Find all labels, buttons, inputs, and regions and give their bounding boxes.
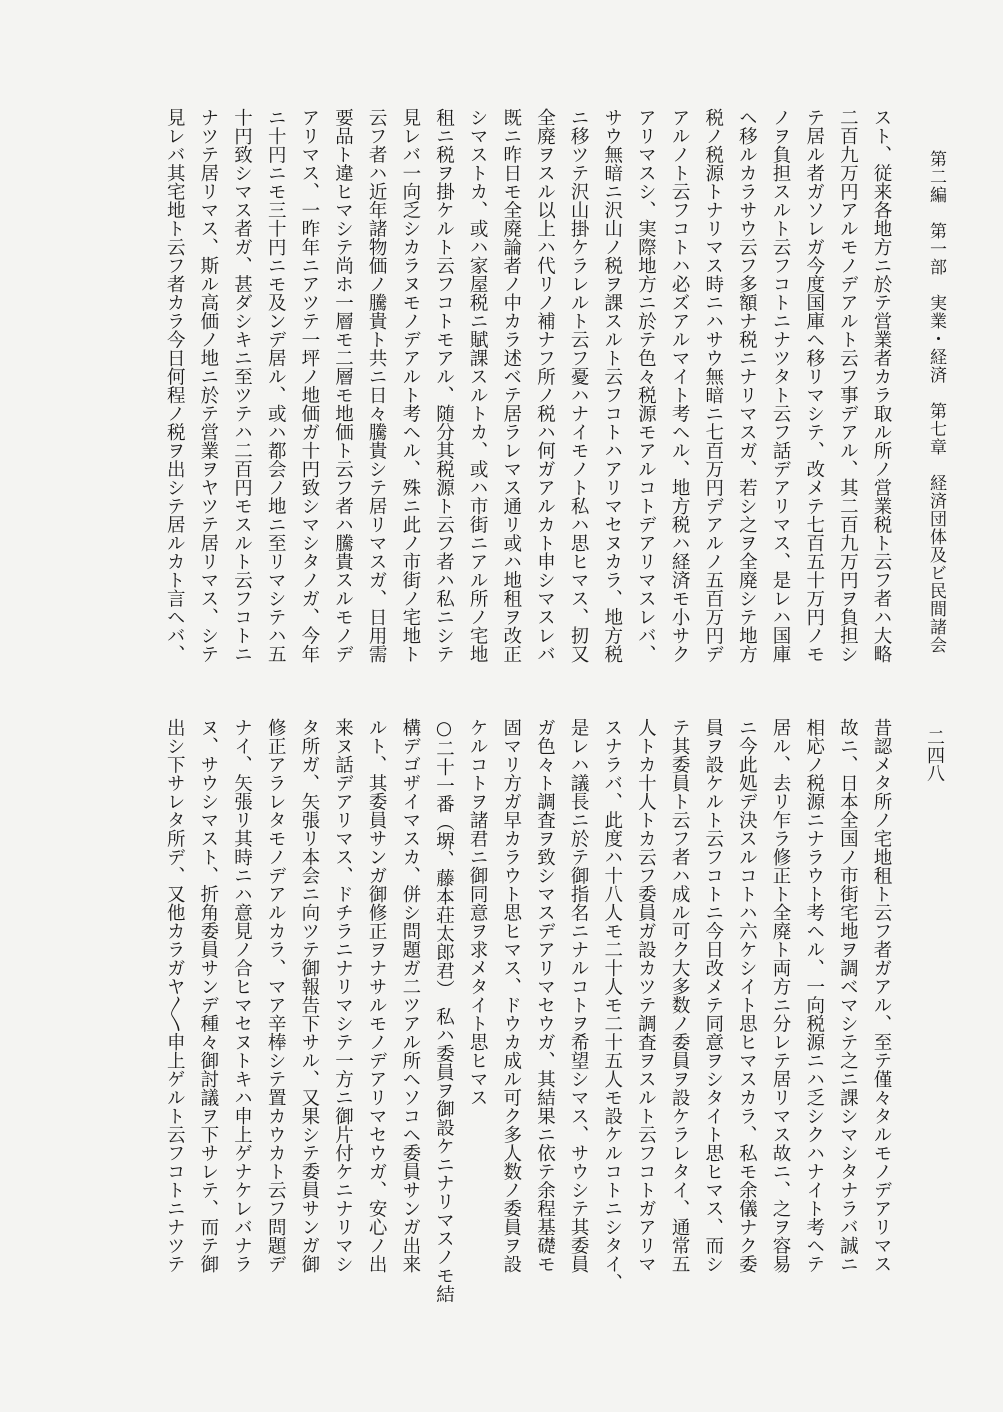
text-column: 修正アラレタモノデアルカラ、マア辛棒シテ置カウカト云フ問題デ: [265, 718, 287, 1273]
text-column: スナラバ、此度ハ十八人モ二十人モ二十五人モ設ケルコトニシタイ、: [601, 718, 623, 1292]
text-column: 見レバ一向乏シカラヌモノデアルト考ヘル、殊ニ此ノ市街ノ宅地ト: [399, 108, 421, 663]
lower-text-block: [90, 718, 898, 1308]
text-column: 固マリ方ガ早カラウト思ヒマス、ドウカ成ル可ク多人数ノ委員ヲ設: [500, 718, 522, 1273]
text-column: 十円致シマス者ガ、甚ダシキニ至ツテハ二百円モスルト云フコトニ: [231, 108, 253, 663]
text-column: ニ移ツテ沢山掛ケラレルト云フ憂ハナイモノト私ハ思ヒマス、扨又: [568, 108, 590, 663]
text-column: 出シ下サレタ所デ、又他カラガヤ〳〵申上ゲルト云フコトニナツテ: [164, 718, 186, 1273]
text-column: ナツテ居リマス、斯ル高価ノ地ニ於テ営業ヲヤツテ居リマス、シテ: [197, 108, 219, 663]
text-column: 構デゴザイマスカ、併シ問題ガ二ツアル所ヘソコヘ委員サンガ出来: [399, 718, 421, 1273]
text-column: アルノト云フコトハ必ズアルマイト考ヘル、地方税ハ経済モ小サク: [669, 108, 691, 663]
text-column: アリマスシ、実際地方ニ於テ色々税源モアルコトデアリマスレバ、: [635, 108, 657, 663]
text-column: スト、従来各地方ニ於テ営業者カラ取ル所ノ営業税ト云フ者ハ大略: [871, 108, 892, 663]
text-column: ヌ、サウシマスト、折角委員サンデ種々御討議ヲ下サレテ、而テ御: [197, 718, 219, 1273]
text-column: ガ色々ト調査ヲ致シマスデアリマセウガ、其結果ニ依テ余程基礎モ: [534, 718, 556, 1273]
text-column: タ所ガ、矢張リ本会ニ向ツテ御報告下サル、又果シテ委員サンガ御: [298, 718, 320, 1273]
text-column: ルト、其委員サンガ御修正ヲナサルモノデアリマセウガ、安心ノ出: [366, 718, 388, 1273]
text-column: シマストカ、或ハ家屋税ニ賦課スルトカ、或ハ市街ニアル所ノ宅地: [467, 108, 489, 663]
text-column: 税ノ税源トナリマス時ニハサウ無暗ニ七百万円デアルノ五百万円デ: [702, 108, 724, 663]
text-column: ヘ移ルカラサウ云フ多額ナ税ニナリマスガ、若シ之ヲ全廃シテ地方: [736, 108, 758, 663]
page-number: 二四八: [924, 728, 945, 782]
text-column: 故ニ、日本全国ノ市街宅地ヲ調ベマシテ之ニ課シマシタナラバ誠ニ: [837, 718, 859, 1273]
text-column: 来ヌ話デアリマス、ドチラニナリマシテ一方ニ御片付ケニナリマシ: [332, 718, 354, 1273]
running-header: [921, 150, 951, 670]
text-column: 居ル、去リ乍ラ修正ト全廃ト両方ニ分レテ居リマス故ニ、之ヲ容易: [770, 718, 792, 1273]
text-column: 要品ト違ヒマシテ尚ホ一層モ二層モ地価ト云フ者ハ騰貴スルモノデ: [332, 108, 354, 663]
text-column: ケルコトヲ諸君ニ御同意ヲ求メタイト思ヒマス: [467, 718, 489, 1107]
text-column: ニ今此処デ決スルコトハ六ケシイト思ヒマスカラ、私モ余儀ナク委: [736, 718, 758, 1273]
text-column: 昔認メタ所ノ宅地租ト云フ者ガアル、至テ僅々タルモノデアリマス: [871, 718, 892, 1273]
text-column: 二百九万円アルモノデアルト云フ事デアル、其二百九万円ヲ負担シ: [837, 108, 859, 663]
text-column: ナイ、矢張リ其時ニハ意見ノ合ヒマセヌトキハ申上ゲナケレバナラ: [231, 718, 253, 1273]
text-column: ノヲ負担スルト云フコトニナツタト云フ話デアリマス、是レハ国庫: [770, 108, 792, 663]
text-column: 全廃ヲスル以上ハ代リノ補ナフ所ノ税ハ何ガアルカト申シマスレバ: [534, 108, 556, 663]
text-column: テ居ル者ガソレガ今度国庫ヘ移リマシテ、改メテ七百五十万円ノモ: [803, 108, 825, 663]
text-column: 既ニ昨日モ全廃論者ノ中カラ述ベテ居ラレマス通リ或ハ地租ヲ改正: [500, 108, 522, 663]
text-column: 云フ者ハ近年諸物価ノ騰貴ト共ニ日々騰貴シテ居リマスガ、日用需: [366, 108, 388, 663]
running-title: 第二編 第一部 実業・経済 第七章 経済団体及ビ民間諸会: [926, 150, 946, 654]
text-column: 租ニ税ヲ掛ケルト云フコトモアル、随分其税源ト云フ者ハ私ニシテ: [433, 108, 455, 663]
upper-text-block: [90, 108, 898, 668]
text-column: 是レハ議長ニ於テ御指名ニナルコトヲ希望シマス、サウシテ其委員: [568, 718, 590, 1273]
text-column: 相応ノ税源ニナラウト考ヘル、一向税源ニハ乏シクハナイト考ヘテ: [803, 718, 825, 1273]
text-column: アリマス、一昨年ニアツテ一坪ノ地価ガ十円致シマシタノガ、今年: [298, 108, 320, 663]
text-column: 員ヲ設ケルト云フコトニ今日改メテ同意ヲシタイト思ヒマス、而シ: [702, 718, 724, 1273]
text-column: ニ十円ニモ三十円ニモ及ンデ居ル、或ハ都会ノ地ニ至リマシテハ五: [265, 108, 287, 663]
text-column: 人トカ十人トカ云フ委員ガ設カツテ調査ヲスルト云フコトガアリマ: [635, 718, 657, 1273]
text-column: テ其委員ト云フ者ハ成ル可ク大多数ノ委員ヲ設ケラレタイ、通常五: [669, 718, 691, 1273]
text-column: ○二十一番（堺、藤本荘太郎君） 私ハ委員ヲ御設ケニナリマスノモ結: [433, 718, 455, 1304]
text-column: 見レバ其宅地ト云フ者カラ今日何程ノ税ヲ出シテ居ルカト言ヘバ、: [164, 108, 186, 663]
text-column: サウ無暗ニ沢山ノ税ヲ課スルト云フコトハアリマセヌカラ、地方税: [601, 108, 623, 663]
